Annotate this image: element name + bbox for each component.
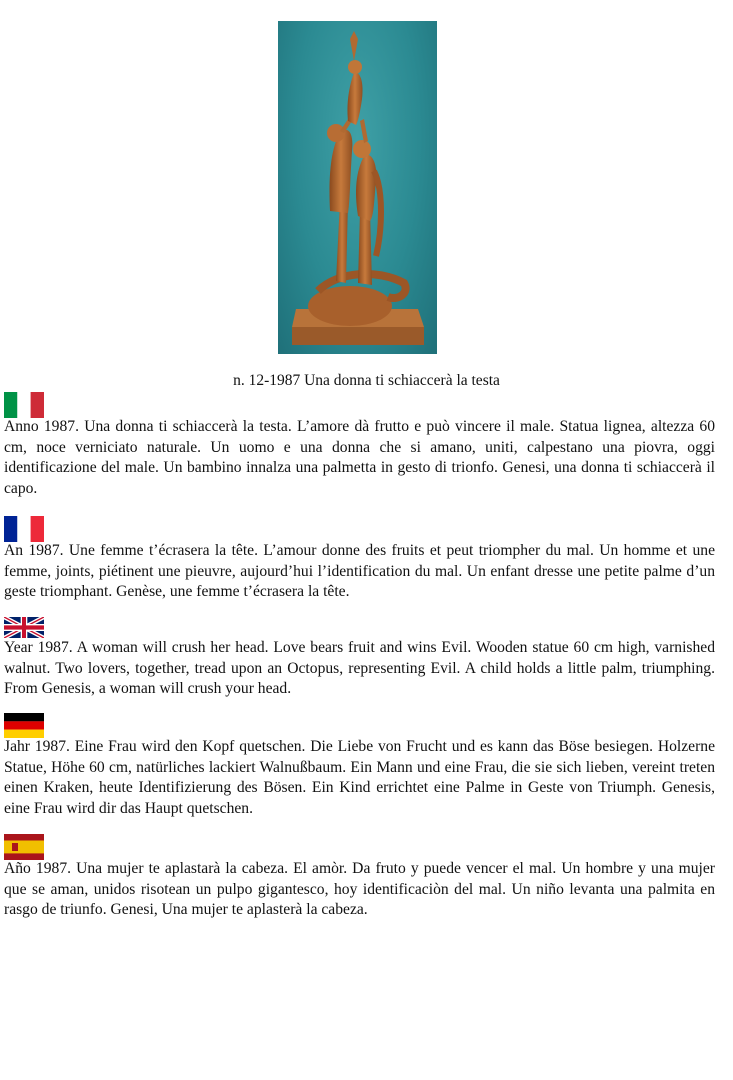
flag-coat-of-arms [12, 843, 18, 851]
france-flag-icon [4, 516, 44, 542]
paragraph-french: An 1987. Une femme t’écrasera la tête. L’amour donne des fruits et peut triompher du mal. Un homme et une femme, joints, piétinent une pieuvre, aujourd’hui l’identification du mal. Un enfant dresse une petite palme d’un geste triomphant. Genèse, une femme t’écrasera la tête. [4, 542, 715, 600]
spain-flag-icon [4, 834, 44, 860]
flag-stripe [31, 392, 44, 418]
flag-stripe [4, 516, 17, 542]
italy-flag-icon [4, 392, 44, 418]
flag-stripe [4, 841, 44, 854]
paragraph-german: Jahr 1987. Eine Frau wird den Kopf quetschen. Die Liebe von Frucht und es kann das Böse besiegen. Holzerne Statue, Höhe 60 cm, natürliches lackiert Walnußbaum. Ein Mann und eine Frau, die sie sich lieben, vereint treten einen Kraken, heute Identifizierung des Bösen. Ein Kind errichtet eine Palme in Geste von Triumph. Genesis, eine Frau wird dir das Haupt quetschen. [4, 738, 715, 817]
photo-caption: n. 12-1987 Una donna ti schiaccerà la testa [233, 372, 500, 389]
uk-flag-icon [4, 617, 44, 638]
germany-flag-icon [4, 713, 44, 738]
paragraph-english: Year 1987. A woman will crush her head. Love bears fruit and wins Evil. Wooden statue 60 cm high, varnished walnut. Two lovers, together, tread upon an Octopus, representing Evil. A child holds a little palm, triumphing. From Genesis, a woman will crush your head. [4, 639, 715, 697]
flag-stripe [17, 516, 30, 542]
flag-stripe [4, 721, 44, 729]
statue-illustration [278, 21, 437, 354]
flag-stripe [17, 392, 30, 418]
flag-stripe [4, 713, 44, 721]
statue-photo [278, 21, 437, 354]
paragraph-italian: Anno 1987. Una donna ti schiaccerà la testa. L’amore dà frutto e può vincere il male. Statua lignea, altezza 60 cm, noce verniciato naturale. Un uomo e una donna che si amano, uniti, calpestano una piovra, oggi identificazione del male. Un bambino innalza una palmetta in gesto di trionfo. Genesi, una donna ti schiaccerà il capo. [4, 418, 715, 497]
paragraph-spanish: Año 1987. Una mujer te aplastarà la cabeza. El amòr. Da fruto y puede vencer el mal. Un hombre y una mujer que se aman, unidos risotean un pulpo gigantesco, hoy identificaciòn del mal. Un niño levanta una palmita en rasgo de triunfo. Genesi, Una mujer te aplasterà la cabeza. [4, 860, 715, 918]
flag-stripe [31, 516, 44, 542]
flag-stripe [4, 392, 17, 418]
flag-stripe [4, 834, 44, 841]
